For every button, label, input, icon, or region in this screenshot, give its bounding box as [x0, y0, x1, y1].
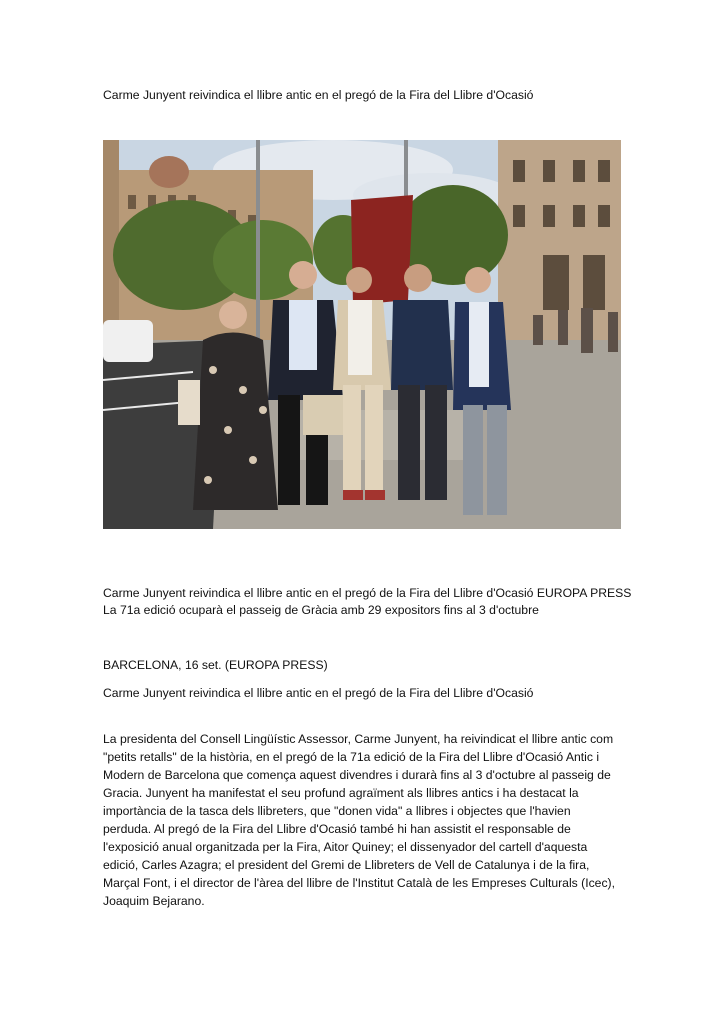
body-line: edició, Carles Azagra; el president del Gremi de Llibreters de Vell de Catalunya i de la fira,: [103, 858, 590, 872]
subheadline: Carme Junyent reivindica el llibre antic en el pregó de la Fira del Llibre d'Ocasió: [103, 686, 534, 700]
page-title: Carme Junyent reivindica el llibre antic en el pregó de la Fira del Llibre d'Ocasió: [103, 88, 534, 102]
body-line: "petits retalls" de la història, en el pregó de la 71a edició de la Fira del Llibre d'Ocasió Antic i: [103, 750, 600, 764]
article-photo: [103, 140, 621, 529]
body-line: Joaquim Bejarano.: [103, 894, 205, 908]
dome: [149, 156, 189, 188]
body-line: La presidenta del Consell Lingüístic Assessor, Carme Junyent, ha reivindicat el llibre antic com: [103, 732, 614, 746]
article-body: [103, 730, 623, 910]
van: [103, 320, 153, 362]
body-line: Gracia. Junyent ha manifestat el seu profund agraïment als llibres antics i ha destacat la: [103, 786, 579, 800]
dateline: BARCELONA, 16 set. (EUROPA PRESS): [103, 658, 328, 672]
article-lede: La 71a edició ocuparà el passeig de Gràcia amb 29 expositors fins al 3 d'octubre: [103, 603, 539, 617]
body-line: Marçal Font, i el director de l'àrea del llibre de l'Institut Català de les Empreses Culturals (Icec),: [103, 876, 615, 890]
photo-illustration: [103, 140, 621, 529]
lamp-post: [256, 140, 260, 340]
body-line: Modern de Barcelona que comença aquest divendres i durarà fins al 3 d'octubre al passeig de: [103, 768, 611, 782]
body-line: perduda. Al pregó de la Fira del Llibre d'Ocasió també hi han assistit el responsable de: [103, 822, 571, 836]
photo-caption: Carme Junyent reivindica el llibre antic en el pregó de la Fira del Llibre d'Ocasió EUROPA PRESS: [103, 586, 632, 600]
body-line: importància de la tasca dels llibreters, que "donen vida" a llibres i objectes que l'havien: [103, 804, 571, 818]
body-line: l'exposició anual organitzada per la Fira, Aitor Quiney; el dissenyador del cartell d'aquesta: [103, 840, 588, 854]
